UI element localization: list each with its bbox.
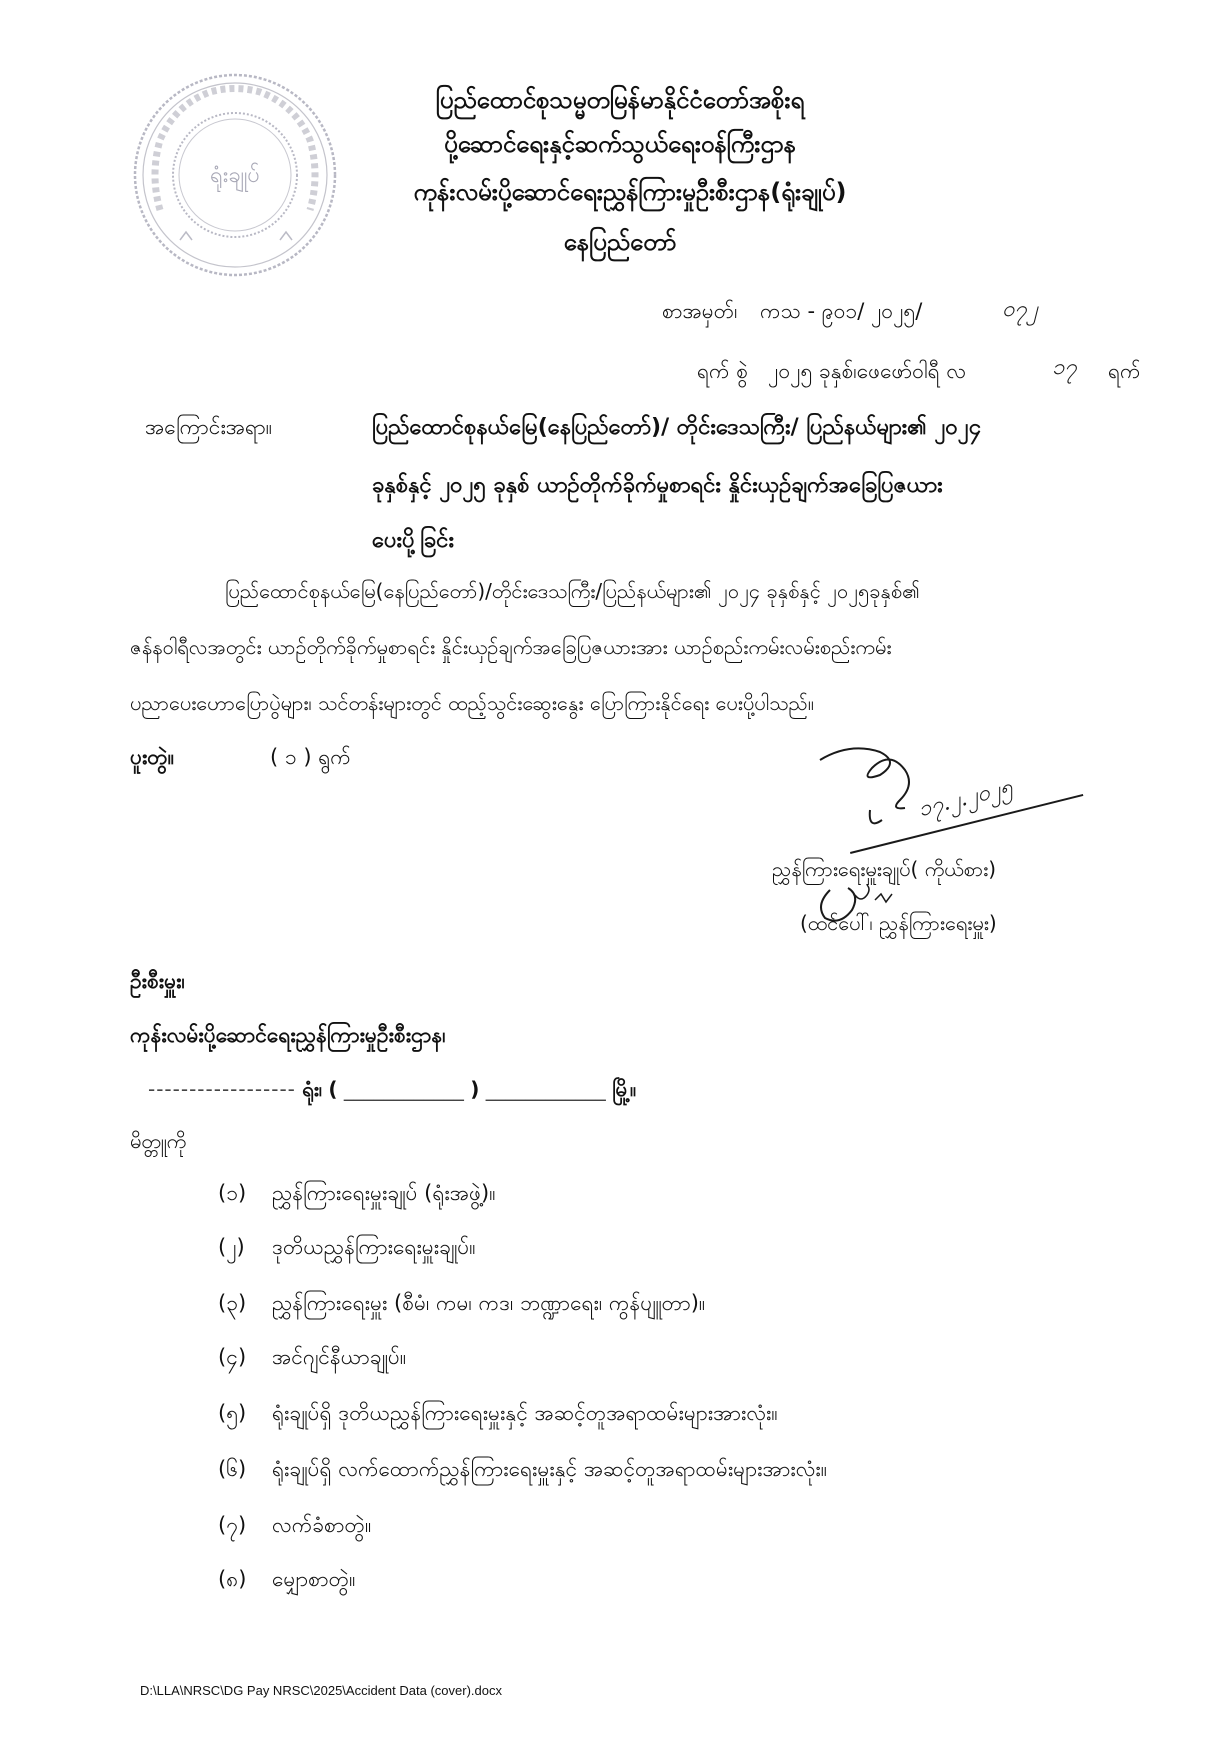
office-blank-3: ____________ bbox=[485, 1077, 606, 1101]
enclosure-value: ( ၁ ) ရွက် bbox=[270, 745, 351, 769]
copy-item-number: (၁) bbox=[218, 1181, 247, 1205]
date-label: ရက် စွဲ bbox=[697, 359, 749, 383]
location-title: နေပြည်တော် bbox=[563, 228, 677, 256]
copy-item-text: ညွှန်ကြားရေးမှူး (စီမံ၊ ကမ၊ ကဒ၊ ဘဏ္ဍာရေး၊ ကွန်ပျူတာ)။ bbox=[272, 1291, 706, 1315]
office-blank-2: ____________ bbox=[343, 1077, 464, 1101]
copy-item-text: ဒုတိယညွှန်ကြားရေးမှူးချုပ်။ bbox=[272, 1235, 476, 1259]
copy-item-text: မျှောစာတွဲ။ bbox=[272, 1567, 356, 1591]
office-paren-open: ( bbox=[328, 1077, 338, 1101]
subject-line-3: ပေးပို့ခြင်း bbox=[372, 528, 455, 553]
copy-item-number: (၂) bbox=[218, 1235, 245, 1259]
letter-number-value: ကသ - ၉၀၁/ ၂၀၂၅/ bbox=[760, 299, 923, 323]
addressee-line-2: ကုန်းလမ်းပို့ဆောင်ရေးညွှန်ကြားမှုဦးစီးဌာန၊ bbox=[130, 1023, 446, 1047]
government-title: ပြည်ထောင်စုသမ္မတမြန်မာနိုင်ငံတော်အစိုးရ bbox=[435, 86, 805, 114]
copy-item-number: (၆) bbox=[218, 1457, 247, 1481]
copy-item-number: (၇) bbox=[218, 1513, 247, 1537]
body-line-2: ဇန်နဝါရီလအတွင်း ယာဉ်တိုက်ခိုက်မှုစာရင်း နှိုင်းယှဉ်ချက်အခြေပြဇယားအား ယာဉ်စည်းကမ်းလမ်းစည်းကမ်း bbox=[130, 635, 892, 659]
copy-item-text: အင်ဂျင်နီယာချုပ်။ bbox=[272, 1345, 407, 1369]
subject-line-1: ပြည်ထောင်စုနယ်မြေ(နေပြည်တော်)/ တိုင်းဒေသကြီး/ ပြည်နယ်များ၏ ၂၀၂၄ bbox=[372, 415, 981, 440]
office-blank-1: ------------------ bbox=[148, 1077, 296, 1101]
enclosure-label: ပူးတွဲ။ bbox=[130, 745, 175, 769]
copy-item-number: (၅) bbox=[218, 1401, 247, 1425]
addressee-line-1: ဦးစီးမှူး၊ bbox=[130, 969, 185, 993]
copy-item-text: လက်ခံစာတွဲ။ bbox=[272, 1513, 372, 1537]
department-title: ကုန်းလမ်းပို့ဆောင်ရေးညွှန်ကြားမှုဦးစီးဌာန(ရုံးချုပ်) bbox=[413, 178, 847, 206]
copy-to-label: မိတ္တူကို bbox=[130, 1129, 187, 1153]
date-handwritten-day: ၁၇ bbox=[1052, 355, 1077, 380]
file-path-footer: D:\LLA\NRSC\DG Pay NRSC\2025\Accident Data (cover).docx bbox=[140, 1683, 502, 1698]
signatory-title: ညွှန်ကြားရေးမှူးချုပ်( ကိုယ်စား) bbox=[772, 857, 997, 881]
letter-number-handwritten: ၀၇၂ bbox=[1002, 297, 1038, 322]
date-value: ၂၀၂၅ ခုနှစ်၊ဖေဖော်ဝါရီ လ bbox=[768, 359, 967, 383]
signatory-name: (ထင်ပေါ်၊ ညွှန်ကြားရေးမှူး) bbox=[800, 911, 997, 935]
signature-strokes bbox=[810, 740, 1070, 930]
body-line-3: ပညာပေးဟောပြောပွဲများ၊ သင်တန်းများတွင် ထည့်သွင်းဆွေးနွေး ပြောကြားနိုင်ရေး ပေးပို့ပါသည်။ bbox=[130, 691, 814, 715]
copy-item-number: (၈) bbox=[218, 1567, 247, 1591]
body-line-1: ပြည်ထောင်စုနယ်မြေ(နေပြည်တော်)/တိုင်းဒေသကြီး/ပြည်နယ်များ၏ ၂၀၂၄ ခုနှစ်နှင့် ၂၀၂၅ခုနှစ်၏ bbox=[225, 579, 920, 603]
letter-number-label: စာအမှတ်၊ bbox=[662, 299, 738, 323]
city-word: မြို့။ bbox=[612, 1077, 637, 1101]
handwritten-signature bbox=[810, 740, 1070, 930]
signature-handwritten-date: ၁၇.၂.၂၀၂၅ bbox=[915, 774, 1015, 823]
subject-label: အကြောင်းအရာ။ bbox=[145, 415, 273, 439]
office-paren-close: ) bbox=[470, 1077, 480, 1101]
office-word: ရုံး၊ bbox=[302, 1077, 322, 1101]
copy-item-number: (၃) bbox=[218, 1291, 247, 1315]
addressee-office-line bbox=[148, 1076, 636, 1106]
copy-item-text: ရုံးချုပ်ရှိ ဒုတိယညွှန်ကြားရေးမှူးနှင့် အဆင့်တူအရာထမ်းများအားလုံး။ bbox=[272, 1401, 778, 1425]
seal-center-text: ရုံးချုပ် bbox=[210, 163, 260, 188]
copy-item-number: (၄) bbox=[218, 1345, 247, 1369]
copy-item-text: ညွှန်ကြားရေးမှူးချုပ် (ရုံးအဖွဲ့)။ bbox=[272, 1181, 496, 1205]
subject-line-2: ခုနှစ်နှင့် ၂၀၂၅ ခုနှစ် ယာဉ်တိုက်ခိုက်မှုစာရင်း နှိုင်းယှဉ်ချက်အခြေပြဇယား bbox=[372, 473, 943, 498]
official-seal bbox=[130, 70, 340, 280]
copy-item-text: ရုံးချုပ်ရှိ လက်ထောက်ညွှန်ကြားရေးမှူးနှင့် အဆင့်တူအရာထမ်းများအားလုံး။ bbox=[272, 1457, 828, 1481]
date-suffix: ရက် bbox=[1108, 359, 1141, 383]
ministry-title: ပို့ဆောင်ရေးနှင့်ဆက်သွယ်ရေးဝန်ကြီးဌာန bbox=[444, 130, 796, 158]
